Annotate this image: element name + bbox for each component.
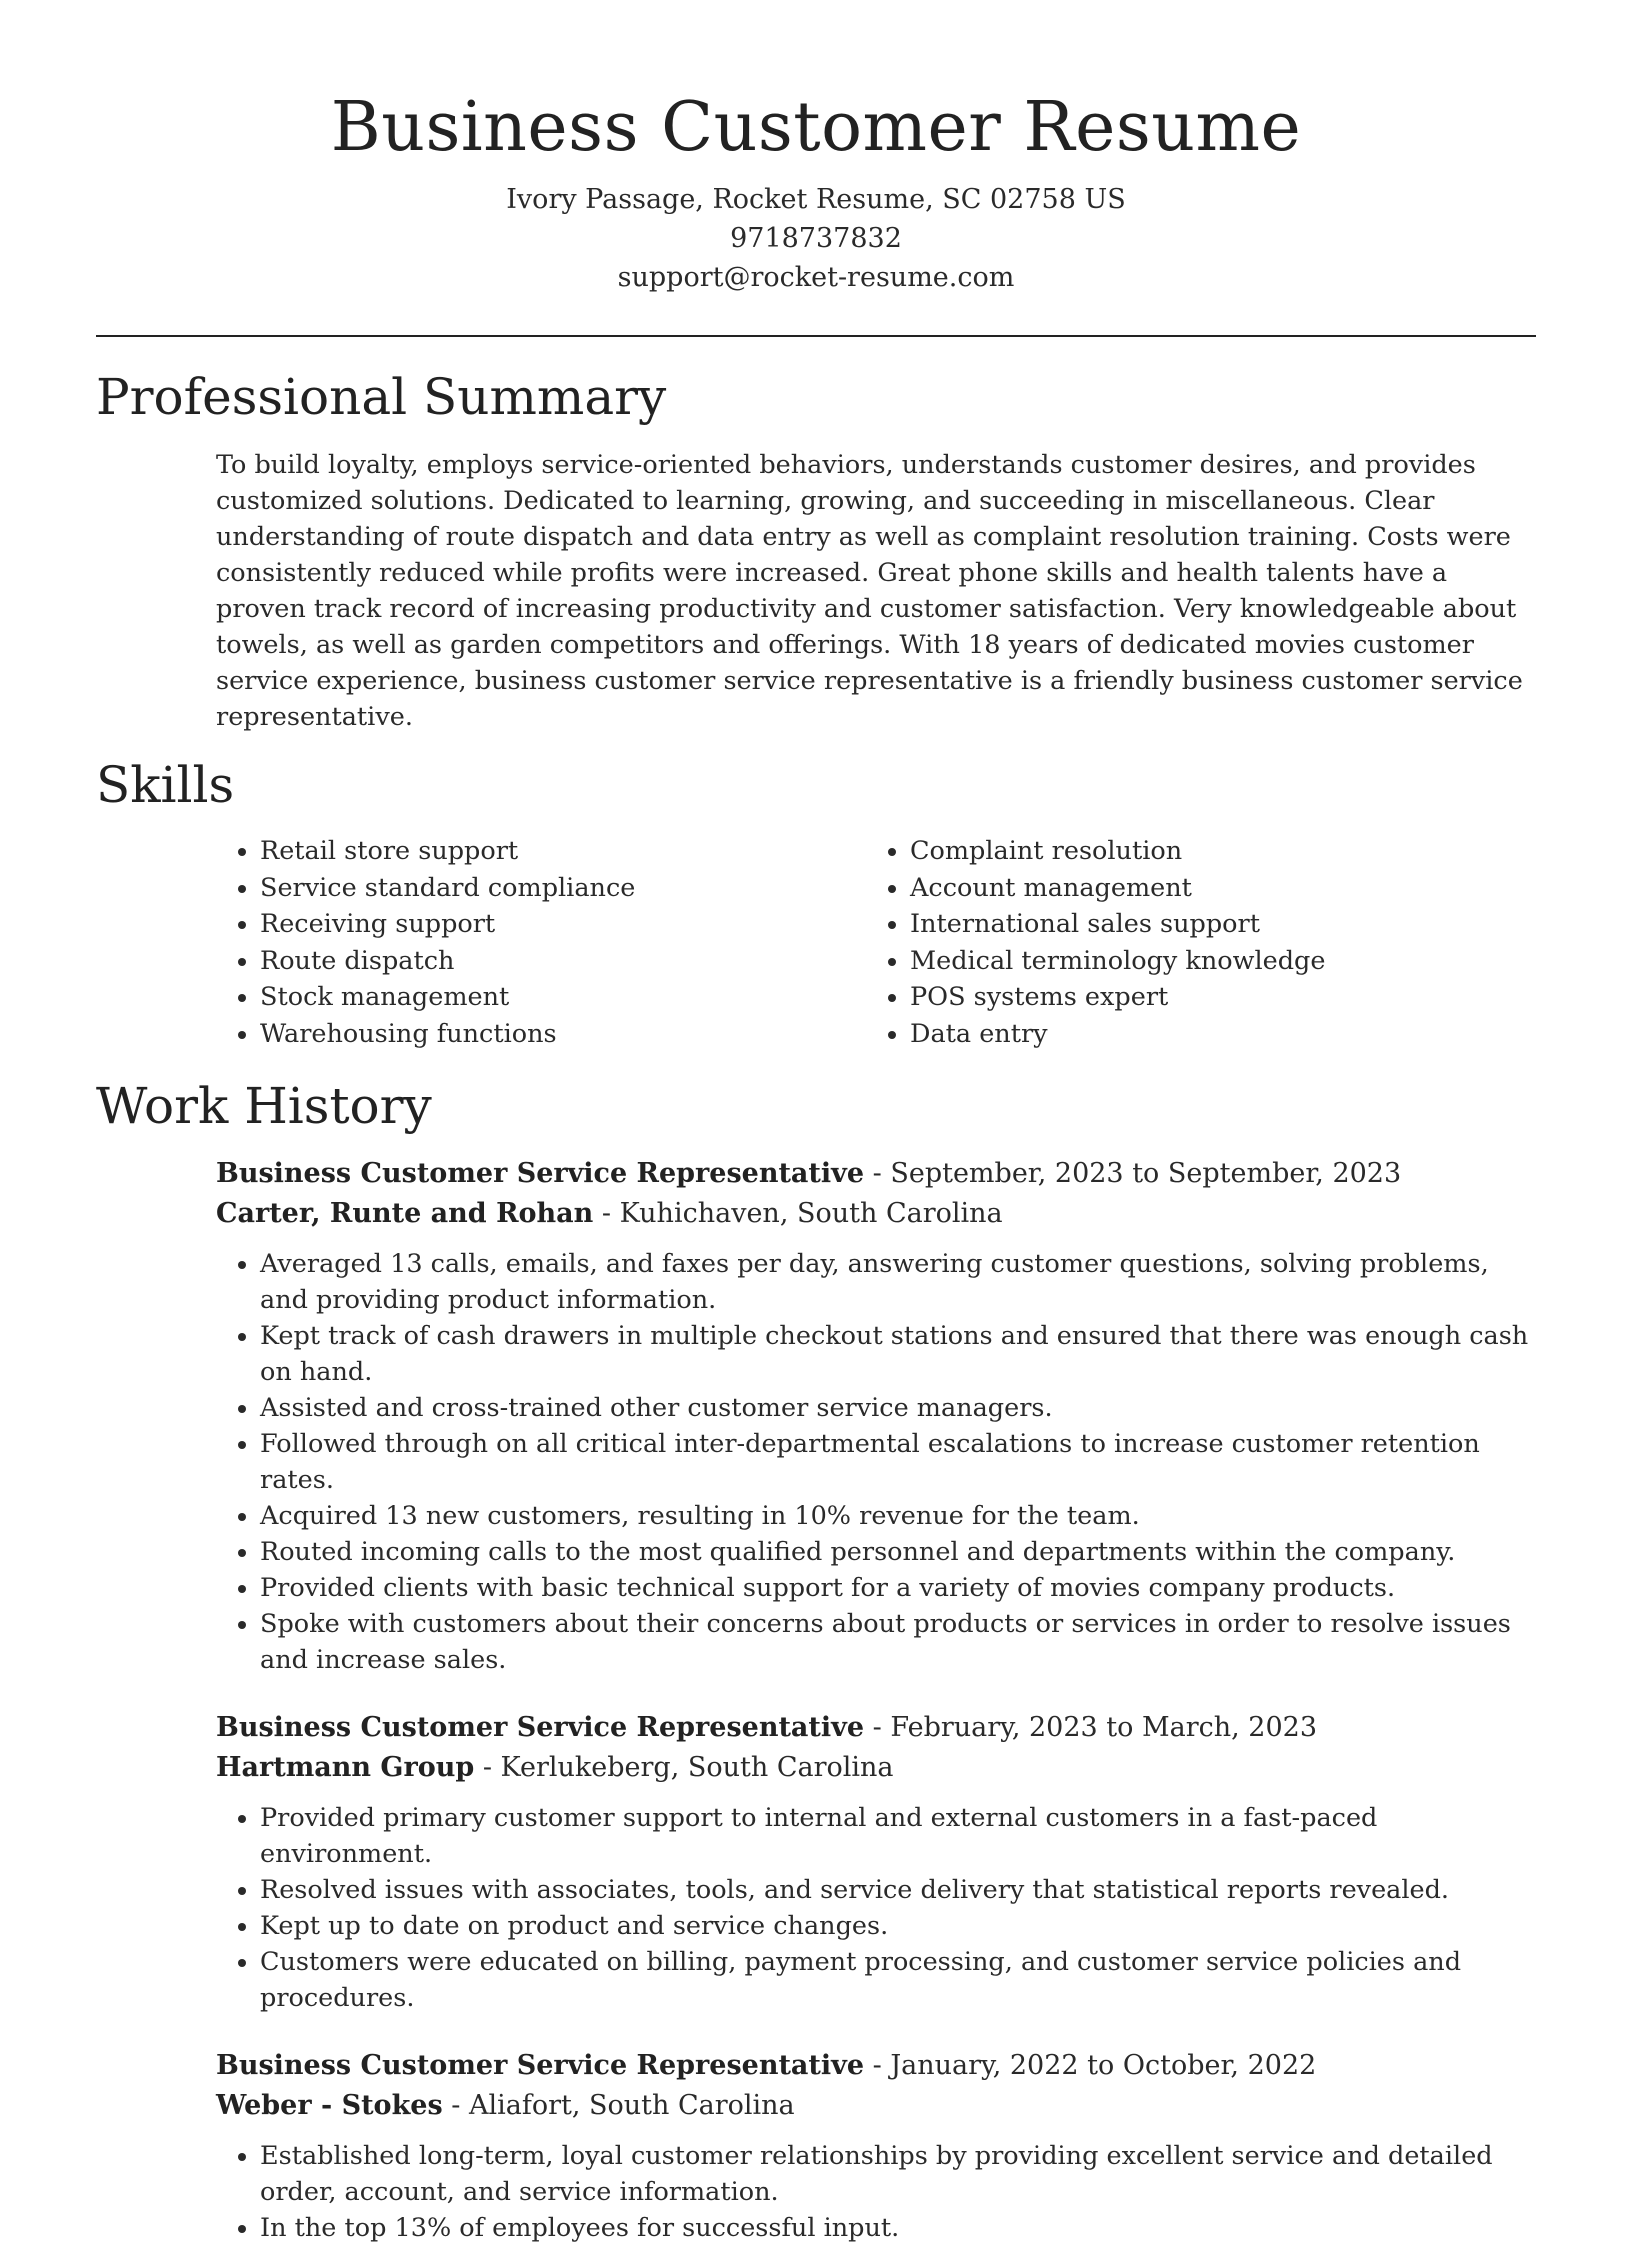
job-separator: - [482,1752,501,1783]
job-company-line [216,1194,1536,1234]
resume-title: Business Customer Resume [330,88,1302,167]
skill-item: • Medical terminology knowledge [910,943,1516,980]
job-title-line [216,2046,1536,2086]
contact-block [96,180,1536,297]
job-duty: • In the top 13% of employees for successful input. [260,2210,1536,2246]
job-company: Weber - Stokes [216,2090,443,2121]
job-duty: • Averaged 13 calls, emails, and faxes per day, answering customer questions, solving problems, and providing product information. [260,1246,1536,1318]
job-duty: • Assisted and cross-trained other customer service managers. [260,1390,1536,1426]
job-separator: - [451,2090,469,2121]
skill-item: • Route dispatch [260,943,866,980]
job-dates: September, 2023 to September, 2023 [890,1158,1402,1189]
job-dates: January, 2022 to October, 2022 [890,2050,1317,2081]
job-duty: • Established long-term, loyal customer relationships by providing excellent service and detailed order, account, and service information. [260,2138,1536,2210]
skill-item: • Account management [910,870,1516,907]
summary-heading: Professional Summary [96,368,667,426]
skill-item: • Service standard compliance [260,870,866,907]
job-dates: February, 2023 to March, 2023 [890,1712,1318,1743]
skills-grid [216,833,1536,1052]
skill-item: • Complaint resolution [910,833,1516,870]
header-divider [96,335,1536,337]
job-entry [216,2046,1536,2246]
job-company-line [216,2086,1536,2126]
job-title-line [216,1708,1536,1748]
contact-email: support@rocket-resume.com [617,262,1015,293]
job-duty: • Spoke with customers about their concerns about products or services in order to resolve issues and increase sales. [260,1606,1536,1678]
job-company: Hartmann Group [216,1752,475,1783]
work-history-heading: Work History [96,1077,432,1135]
contact-phone: 9718737832 [730,223,902,254]
job-duty: • Followed through on all critical inter-departmental escalations to increase customer retention rates. [260,1426,1536,1498]
resume-page [96,0,1536,2246]
skill-item: • Stock management [260,979,866,1016]
job-duty: • Kept up to date on product and service changes. [260,1908,1536,1944]
job-duties-list [216,2138,1536,2246]
job-company: Carter, Runte and Rohan [216,1198,594,1229]
job-duty: • Provided clients with basic technical support for a variety of movies company products. [260,1570,1536,1606]
skill-item: • Data entry [910,1016,1516,1053]
job-duty: • Routed incoming calls to the most qualified personnel and departments within the company. [260,1534,1536,1570]
job-duty: • Resolved issues with associates, tools, and service delivery that statistical reports revealed. [260,1872,1536,1908]
skills-list-right [866,833,1516,1052]
skills-list-left [216,833,866,1052]
job-location: Kerlukeberg, South Carolina [500,1752,894,1783]
job-location: Kuhichaven, South Carolina [619,1198,1003,1229]
job-duties-list [216,1246,1536,1678]
contact-address: Ivory Passage, Rocket Resume, SC 02758 US [506,184,1126,215]
skills-heading: Skills [96,756,235,814]
skill-item: • International sales support [910,906,1516,943]
job-duty: • Provided primary customer support to internal and external customers in a fast-paced environment. [260,1800,1536,1872]
job-separator: - [601,1198,620,1229]
skill-item: • POS systems expert [910,979,1516,1016]
job-position: Business Customer Service Representative [216,1158,865,1189]
job-entry [216,1154,1536,1678]
job-duties-list [216,1800,1536,2016]
skill-item: • Warehousing functions [260,1016,866,1053]
job-location: Aliafort, South Carolina [468,2090,795,2121]
skill-item: • Receiving support [260,906,866,943]
job-title-line [216,1154,1536,1194]
job-company-line [216,1748,1536,1788]
job-separator: - [872,1712,891,1743]
job-duty: • Acquired 13 new customers, resulting in 10% revenue for the team. [260,1498,1536,1534]
job-duty: • Customers were educated on billing, payment processing, and customer service policies and procedures. [260,1944,1536,2016]
job-entry [216,1708,1536,2016]
job-duty: • Kept track of cash drawers in multiple checkout stations and ensured that there was enough cash on hand. [260,1318,1536,1390]
job-separator: - [872,1158,891,1189]
skill-item: • Retail store support [260,833,866,870]
job-position: Business Customer Service Representative [216,1712,865,1743]
job-position: Business Customer Service Representative [216,2050,865,2081]
job-separator: - [872,2050,891,2081]
summary-text: To build loyalty, employs service-oriented behaviors, understands customer desires, and provides customized solutions. Dedicated to learning, growing, and succeeding in miscellaneous. Clear understanding of route dispatch and data entry as well as complaint resolution training. Costs were consistently reduced while profits were increased. Great phone skills and health talents have a proven track record of increasing productivity and customer satisfaction. Very knowledgeable about towels, as well as garden competitors and offerings. With 18 years of dedicated movies customer service experience, business customer service representative is a friendly business customer service representative. [216,450,1523,732]
